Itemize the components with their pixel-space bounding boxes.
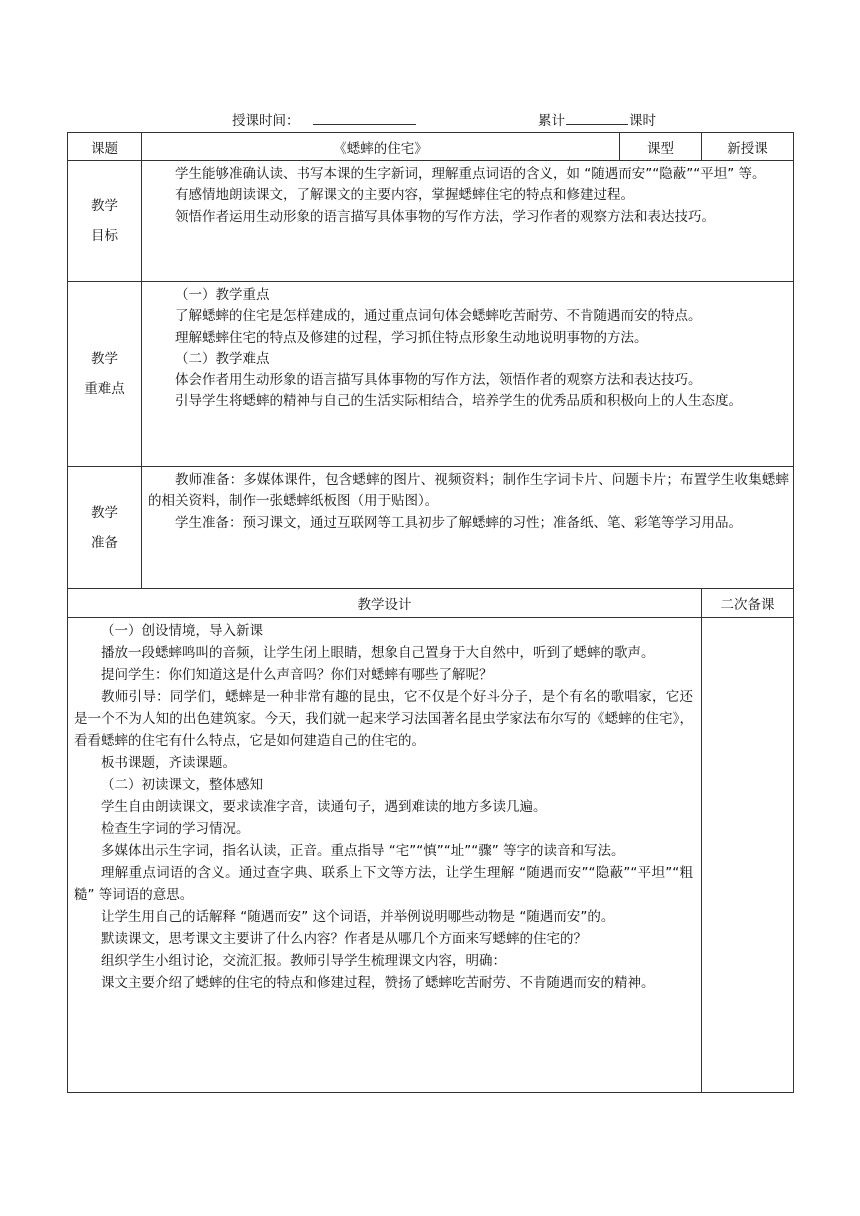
key-point-item: 了解蟋蟀的住宅是怎样建成的，通过重点词句体会蟋蟀吃苦耐劳、不肯随遇而安的特点。 — [175, 308, 702, 325]
design-paragraph: 板书课题，齐读课题。 — [101, 755, 236, 771]
design-paragraph: 播放一段蟋蟀鸣叫的音频，让学生闭上眼睛，想象自己置身于大自然中，听到了蟋蟀的歌声。 — [101, 645, 655, 661]
design-paragraph: 让学生用自己的话解释 “随遇而安” 这个词语，并举例说明哪些动物是 “随遇而安”的。 — [101, 909, 615, 925]
objective-item: 有感情地朗读课文，了解课文的主要内容，掌握蟋蟀住宅的特点和修建过程。 — [175, 187, 634, 204]
design-paragraph: 默读课文，思考课文主要讲了什么内容？作者是从哪几个方面来写蟋蟀的住宅的？ — [101, 931, 587, 947]
row-preparation — [68, 467, 794, 589]
design-paragraph: （一）创设情境，导入新课 — [101, 623, 263, 639]
objectives-label: 教学 目标 — [68, 161, 142, 282]
title-label: 课题 — [68, 133, 142, 161]
header-line — [0, 109, 860, 129]
period-label: 课时 — [629, 113, 656, 129]
class-time-blank — [313, 110, 416, 125]
design-paragraph: 检查生字词的学习情况。 — [101, 821, 250, 837]
row-key-points — [68, 282, 794, 467]
design-paragraph: 多媒体出示生字词，指名认读，正音。重点指导 “宅”“慎”“址”“骤” 等字的读音和写法。 — [101, 843, 625, 859]
cumulative-label: 累计 — [538, 113, 565, 129]
preparation-content — [142, 467, 794, 589]
preparation-label: 教学 准备 — [68, 467, 142, 589]
preparation-item: 学生准备：预习课文，通过互联网等工具初步了解蟋蟀的习性；准备纸、笔、彩笔等学习用品。 — [175, 514, 742, 531]
row-design-body — [68, 618, 794, 1093]
key-points-content — [142, 282, 794, 467]
row-objectives — [68, 161, 794, 282]
design-paragraph: （二）初读课文，整体感知 — [101, 777, 263, 793]
lesson-plan-table — [67, 132, 794, 1093]
secondary-prep-heading: 二次备课 — [702, 589, 794, 618]
class-time-label: 授课时间： — [232, 113, 300, 129]
design-paragraph: 学生自由朗读课文，要求读准字音，读通句子，遇到难读的地方多读几遍。 — [101, 799, 547, 815]
design-paragraph: 理解重点词语的含义。通过查字典、联系上下文等方法，让学生理解 “随遇而安”“隐蔽”“平坦”“粗糙” 等词语的意思。 — [74, 865, 693, 903]
secondary-prep-content — [702, 618, 794, 1093]
design-paragraph: 提问学生：你们知道这是什么声音吗？你们对蟋蟀有哪些了解呢？ — [101, 667, 493, 683]
lesson-title: 《蟋蟀的住宅》 — [142, 133, 620, 161]
lesson-type-value: 新授课 — [702, 133, 794, 161]
preparation-item: 教师准备：多媒体课件，包含蟋蟀的图片、视频资料；制作生字词卡片、问题卡片；布置学生收集蟋蟀的相关资料，制作一张蟋蟀纸板图（用于贴图）。 — [148, 472, 789, 510]
row-design-header — [68, 589, 794, 618]
cumulative-blank — [566, 110, 628, 125]
key-points-label: 教学 重难点 — [68, 282, 142, 467]
key-point-item: 体会作者用生动形象的语言描写具体事物的写作方法，领悟作者的观察方法和表达技巧。 — [175, 372, 702, 389]
objectives-content — [142, 161, 794, 282]
design-content — [68, 618, 702, 1093]
key-point-item: 理解蟋蟀住宅的特点及修建的过程，学习抓住特点形象生动地说明事物的方法。 — [175, 329, 648, 346]
key-point-item: （一）教学重点 — [175, 287, 270, 303]
lesson-type-label: 课型 — [620, 133, 702, 161]
objective-item: 学生能够准确认读、书写本课的生字新词，理解重点词语的含义，如 “随遇而安”“隐蔽”“平坦” 等。 — [175, 166, 766, 182]
key-point-item: 引导学生将蟋蟀的精神与自己的生活实际相结合，培养学生的优秀品质和积极向上的人生态度。 — [175, 393, 742, 410]
row-title — [68, 133, 794, 161]
design-paragraph: 组织学生小组讨论，交流汇报。教师引导学生梳理课文内容，明确： — [101, 953, 506, 969]
design-paragraph: 教师引导：同学们，蟋蟀是一种非常有趣的昆虫，它不仅是个好斗分子，是个有名的歌唱家，它还是一个不为人知的出色建筑家。今天，我们就一起来学习法国著名昆虫学家法布尔写的《蟋蟀的住宅》，看看蟋蟀的住宅有什么特点，它是如何建造自己的住宅的。 — [74, 689, 693, 749]
design-paragraph: 课文主要介绍了蟋蟀的住宅的特点和修建过程，赞扬了蟋蟀吃苦耐劳、不肯随遇而安的精神。 — [101, 975, 655, 991]
objective-item: 领悟作者运用生动形象的语言描写具体事物的写作方法，学习作者的观察方法和表达技巧。 — [175, 208, 715, 225]
design-heading: 教学设计 — [68, 589, 702, 618]
key-point-item: （二）教学难点 — [175, 350, 270, 367]
